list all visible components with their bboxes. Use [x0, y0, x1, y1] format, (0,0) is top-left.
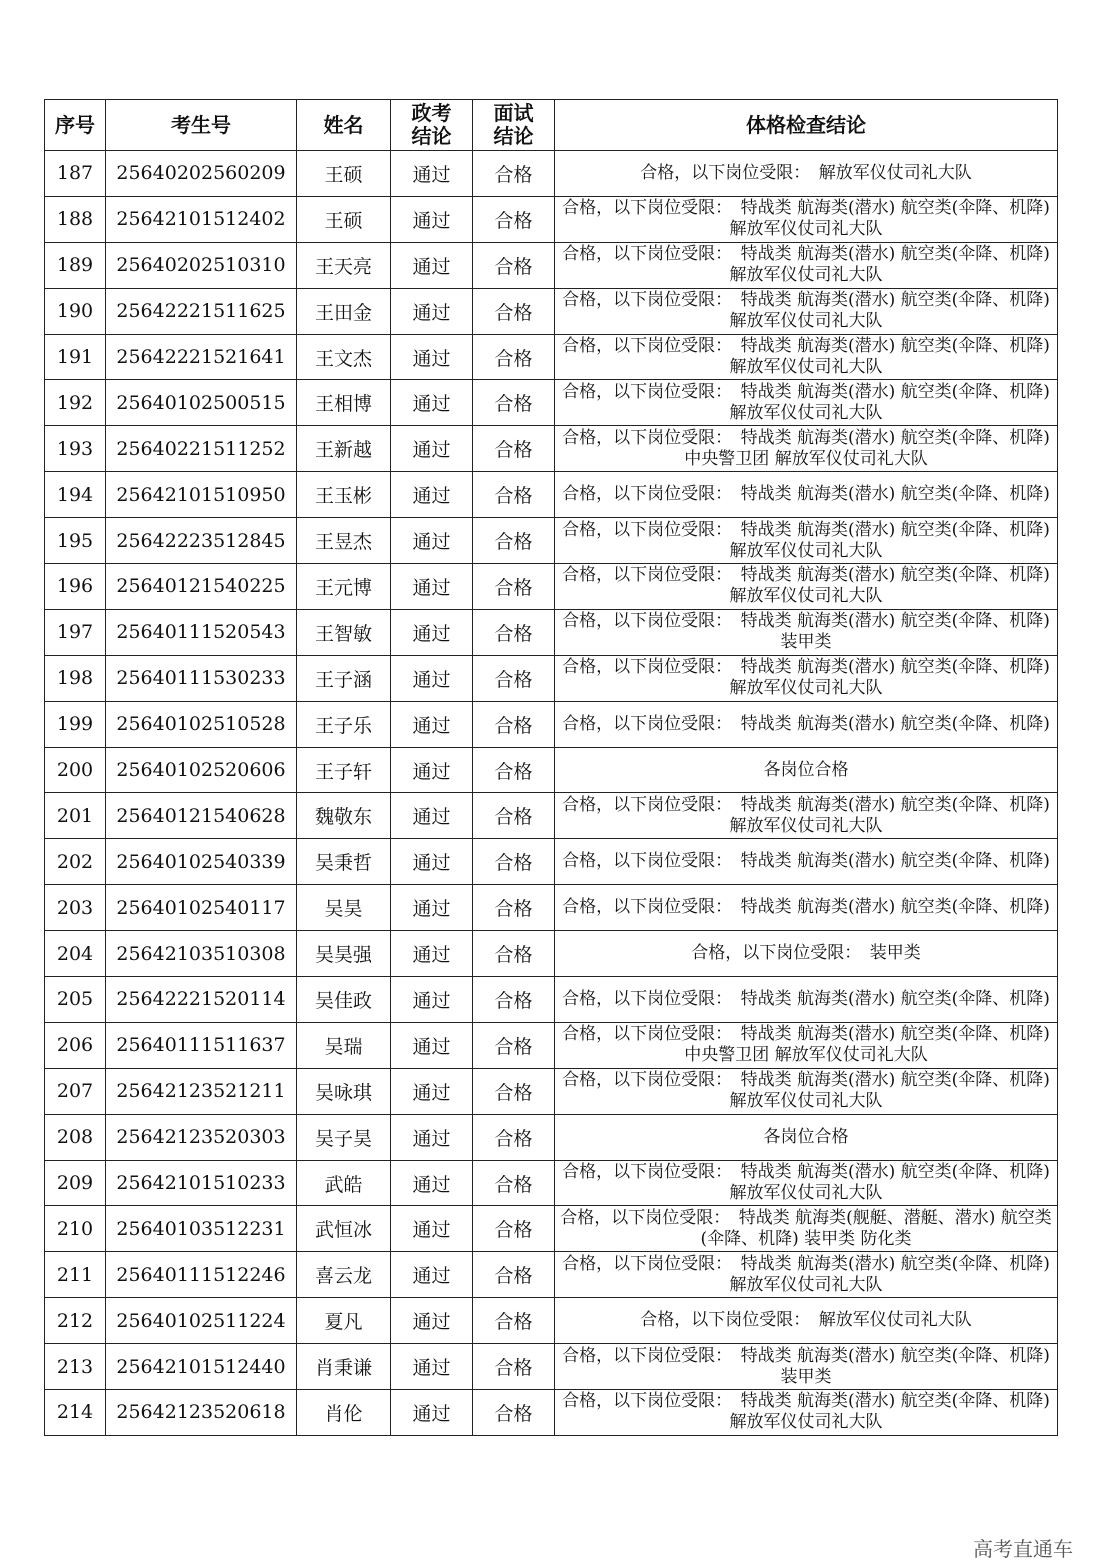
- cell-political: 通过: [391, 564, 473, 610]
- cell-interview: 合格: [473, 1298, 555, 1344]
- cell-physical: 合格，以下岗位受限： 特战类 航海类(潜水) 航空类(伞降、机降) 解放军仪仗司礼大队: [555, 380, 1058, 426]
- cell-id: 25642221511625: [106, 288, 297, 334]
- table-row: [45, 609, 1058, 655]
- cell-name: 王天亮: [297, 242, 391, 288]
- cell-id: 25640102511224: [106, 1298, 297, 1344]
- header-political: 政考 结论: [391, 100, 473, 151]
- cell-id: 25640111511637: [106, 1022, 297, 1068]
- cell-political: 通过: [391, 931, 473, 977]
- cell-physical: 合格，以下岗位受限： 特战类 航海类(潜水) 航空类(伞降、机降) 装甲类: [555, 1344, 1058, 1390]
- cell-physical: 合格，以下岗位受限： 特战类 航海类(潜水) 航空类(伞降、机降) 解放军仪仗司礼大队: [555, 564, 1058, 610]
- cell-no: 195: [45, 518, 106, 564]
- cell-name: 王子轩: [297, 747, 391, 793]
- cell-physical: 合格，以下岗位受限： 特战类 航海类(潜水) 航空类(伞降、机降): [555, 977, 1058, 1023]
- cell-political: 通过: [391, 1390, 473, 1436]
- cell-physical: 合格，以下岗位受限： 特战类 航海类(潜水) 航空类(伞降、机降) 解放军仪仗司礼大队: [555, 518, 1058, 564]
- table-row: [45, 426, 1058, 472]
- cell-interview: 合格: [473, 196, 555, 242]
- cell-political: 通过: [391, 1022, 473, 1068]
- cell-name: 王子乐: [297, 701, 391, 747]
- cell-physical: 合格，以下岗位受限： 特战类 航海类(潜水) 航空类(伞降、机降): [555, 472, 1058, 518]
- cell-physical: 合格，以下岗位受限： 特战类 航海类(潜水) 航空类(伞降、机降) 中央警卫团 解放军仪仗司礼大队: [555, 426, 1058, 472]
- table-row: [45, 518, 1058, 564]
- cell-political: 通过: [391, 701, 473, 747]
- cell-id: 25642123521211: [106, 1068, 297, 1114]
- cell-interview: 合格: [473, 1068, 555, 1114]
- table-row: [45, 1160, 1058, 1206]
- cell-physical: 合格，以下岗位受限： 特战类 航海类(潜水) 航空类(伞降、机降) 解放军仪仗司礼大队: [555, 655, 1058, 701]
- cell-physical: 各岗位合格: [555, 1114, 1058, 1160]
- cell-no: 198: [45, 655, 106, 701]
- cell-no: 192: [45, 380, 106, 426]
- cell-no: 210: [45, 1206, 106, 1252]
- cell-name: 武皓: [297, 1160, 391, 1206]
- cell-name: 王玉彬: [297, 472, 391, 518]
- cell-id: 25640102520606: [106, 747, 297, 793]
- cell-physical: 合格，以下岗位受限： 特战类 航海类(潜水) 航空类(伞降、机降) 解放军仪仗司礼大队: [555, 1068, 1058, 1114]
- cell-name: 王子涵: [297, 655, 391, 701]
- cell-political: 通过: [391, 839, 473, 885]
- cell-interview: 合格: [473, 1114, 555, 1160]
- header-physical: 体格检查结论: [555, 100, 1058, 151]
- cell-interview: 合格: [473, 288, 555, 334]
- cell-name: 吴佳政: [297, 977, 391, 1023]
- cell-id: 25642103510308: [106, 931, 297, 977]
- cell-no: 190: [45, 288, 106, 334]
- cell-id: 25642223512845: [106, 518, 297, 564]
- cell-physical: 合格，以下岗位受限： 特战类 航海类(潜水) 航空类(伞降、机降) 解放军仪仗司礼大队: [555, 242, 1058, 288]
- cell-name: 吴昊: [297, 885, 391, 931]
- cell-id: 25640111512246: [106, 1252, 297, 1298]
- cell-no: 187: [45, 151, 106, 197]
- cell-political: 通过: [391, 977, 473, 1023]
- cell-name: 王相博: [297, 380, 391, 426]
- cell-id: 25640111520543: [106, 609, 297, 655]
- header-row: [45, 100, 1058, 151]
- cell-no: 200: [45, 747, 106, 793]
- cell-name: 王硕: [297, 151, 391, 197]
- table-row: [45, 196, 1058, 242]
- cell-name: 王田金: [297, 288, 391, 334]
- cell-id: 25642101512402: [106, 196, 297, 242]
- cell-id: 25642221520114: [106, 977, 297, 1023]
- table-row: [45, 1298, 1058, 1344]
- table-row: [45, 747, 1058, 793]
- cell-interview: 合格: [473, 1022, 555, 1068]
- cell-political: 通过: [391, 1252, 473, 1298]
- cell-no: 194: [45, 472, 106, 518]
- table-row: [45, 1206, 1058, 1252]
- table-row: [45, 1068, 1058, 1114]
- cell-no: 199: [45, 701, 106, 747]
- cell-physical: 合格，以下岗位受限： 特战类 航海类(潜水) 航空类(伞降、机降) 解放军仪仗司礼大队: [555, 1390, 1058, 1436]
- cell-interview: 合格: [473, 977, 555, 1023]
- header-name: 姓名: [297, 100, 391, 151]
- cell-id: 25642101510950: [106, 472, 297, 518]
- cell-interview: 合格: [473, 931, 555, 977]
- cell-physical: 合格，以下岗位受限： 特战类 航海类(潜水) 航空类(伞降、机降): [555, 839, 1058, 885]
- cell-id: 25640202510310: [106, 242, 297, 288]
- table-row: [45, 1022, 1058, 1068]
- cell-political: 通过: [391, 793, 473, 839]
- cell-name: 肖伦: [297, 1390, 391, 1436]
- cell-physical: 合格，以下岗位受限： 特战类 航海类(潜水) 航空类(伞降、机降): [555, 701, 1058, 747]
- cell-political: 通过: [391, 609, 473, 655]
- cell-id: 25640102540117: [106, 885, 297, 931]
- cell-political: 通过: [391, 151, 473, 197]
- cell-interview: 合格: [473, 380, 555, 426]
- cell-name: 王元博: [297, 564, 391, 610]
- cell-id: 25640121540628: [106, 793, 297, 839]
- cell-political: 通过: [391, 242, 473, 288]
- header-id: 考生号: [106, 100, 297, 151]
- cell-political: 通过: [391, 1068, 473, 1114]
- table-row: [45, 151, 1058, 197]
- cell-name: 吴子昊: [297, 1114, 391, 1160]
- cell-interview: 合格: [473, 701, 555, 747]
- table-row: [45, 885, 1058, 931]
- table-row: [45, 931, 1058, 977]
- cell-name: 夏凡: [297, 1298, 391, 1344]
- cell-id: 25642123520303: [106, 1114, 297, 1160]
- cell-no: 201: [45, 793, 106, 839]
- cell-physical: 合格，以下岗位受限： 特战类 航海类(潜水) 航空类(伞降、机降) 装甲类: [555, 609, 1058, 655]
- header-no: 序号: [45, 100, 106, 151]
- cell-physical: 合格，以下岗位受限： 特战类 航海类(潜水) 航空类(伞降、机降) 解放军仪仗司礼大队: [555, 334, 1058, 380]
- table-row: [45, 793, 1058, 839]
- watermark: 高考直通车: [973, 1537, 1073, 1561]
- cell-no: 189: [45, 242, 106, 288]
- cell-id: 25642101510233: [106, 1160, 297, 1206]
- table-row: [45, 564, 1058, 610]
- cell-political: 通过: [391, 196, 473, 242]
- table-row: [45, 1390, 1058, 1436]
- table-row: [45, 1252, 1058, 1298]
- cell-no: 209: [45, 1160, 106, 1206]
- cell-no: 207: [45, 1068, 106, 1114]
- cell-name: 王昱杰: [297, 518, 391, 564]
- table-row: [45, 839, 1058, 885]
- cell-political: 通过: [391, 288, 473, 334]
- cell-physical: 合格，以下岗位受限： 装甲类: [555, 931, 1058, 977]
- cell-physical: 合格，以下岗位受限： 特战类 航海类(潜水) 航空类(伞降、机降) 中央警卫团 解放军仪仗司礼大队: [555, 1022, 1058, 1068]
- cell-id: 25640221511252: [106, 426, 297, 472]
- cell-physical: 合格，以下岗位受限： 特战类 航海类(舰艇、潜艇、潜水) 航空类(伞降、机降) 装甲类 防化类: [555, 1206, 1058, 1252]
- cell-id: 25640103512231: [106, 1206, 297, 1252]
- cell-no: 188: [45, 196, 106, 242]
- table-body: [45, 151, 1058, 1436]
- cell-id: 25640102510528: [106, 701, 297, 747]
- cell-political: 通过: [391, 655, 473, 701]
- cell-name: 吴昊强: [297, 931, 391, 977]
- cell-interview: 合格: [473, 609, 555, 655]
- cell-interview: 合格: [473, 885, 555, 931]
- cell-interview: 合格: [473, 472, 555, 518]
- cell-interview: 合格: [473, 1206, 555, 1252]
- cell-interview: 合格: [473, 747, 555, 793]
- cell-physical: 合格，以下岗位受限： 特战类 航海类(潜水) 航空类(伞降、机降) 解放军仪仗司礼大队: [555, 288, 1058, 334]
- cell-physical: 合格，以下岗位受限： 解放军仪仗司礼大队: [555, 151, 1058, 197]
- cell-interview: 合格: [473, 426, 555, 472]
- results-table: [44, 99, 1058, 1436]
- cell-political: 通过: [391, 426, 473, 472]
- cell-no: 206: [45, 1022, 106, 1068]
- cell-no: 191: [45, 334, 106, 380]
- cell-political: 通过: [391, 518, 473, 564]
- table-row: [45, 380, 1058, 426]
- cell-no: 212: [45, 1298, 106, 1344]
- cell-physical: 各岗位合格: [555, 747, 1058, 793]
- cell-name: 吴秉哲: [297, 839, 391, 885]
- cell-id: 25640111530233: [106, 655, 297, 701]
- cell-physical: 合格，以下岗位受限： 特战类 航海类(潜水) 航空类(伞降、机降) 解放军仪仗司礼大队: [555, 1252, 1058, 1298]
- table-row: [45, 242, 1058, 288]
- cell-physical: 合格，以下岗位受限： 特战类 航海类(潜水) 航空类(伞降、机降) 解放军仪仗司礼大队: [555, 793, 1058, 839]
- cell-interview: 合格: [473, 1344, 555, 1390]
- cell-political: 通过: [391, 380, 473, 426]
- cell-name: 王硕: [297, 196, 391, 242]
- cell-no: 208: [45, 1114, 106, 1160]
- cell-id: 25640202560209: [106, 151, 297, 197]
- cell-interview: 合格: [473, 655, 555, 701]
- header-interview: 面试 结论: [473, 100, 555, 151]
- cell-no: 204: [45, 931, 106, 977]
- cell-no: 193: [45, 426, 106, 472]
- cell-name: 王新越: [297, 426, 391, 472]
- table-row: [45, 701, 1058, 747]
- cell-id: 25640102540339: [106, 839, 297, 885]
- cell-interview: 合格: [473, 1160, 555, 1206]
- cell-political: 通过: [391, 1206, 473, 1252]
- cell-name: 吴咏琪: [297, 1068, 391, 1114]
- cell-political: 通过: [391, 1298, 473, 1344]
- cell-id: 25640102500515: [106, 380, 297, 426]
- table-row: [45, 977, 1058, 1023]
- table-row: [45, 288, 1058, 334]
- cell-no: 197: [45, 609, 106, 655]
- cell-name: 魏敬东: [297, 793, 391, 839]
- cell-name: 肖秉谦: [297, 1344, 391, 1390]
- cell-interview: 合格: [473, 564, 555, 610]
- table-row: [45, 334, 1058, 380]
- cell-political: 通过: [391, 747, 473, 793]
- cell-interview: 合格: [473, 1252, 555, 1298]
- cell-no: 211: [45, 1252, 106, 1298]
- cell-no: 196: [45, 564, 106, 610]
- cell-name: 喜云龙: [297, 1252, 391, 1298]
- cell-interview: 合格: [473, 839, 555, 885]
- table-row: [45, 1114, 1058, 1160]
- cell-id: 25642123520618: [106, 1390, 297, 1436]
- cell-id: 25642101512440: [106, 1344, 297, 1390]
- cell-name: 王智敏: [297, 609, 391, 655]
- cell-political: 通过: [391, 1160, 473, 1206]
- cell-interview: 合格: [473, 1390, 555, 1436]
- cell-interview: 合格: [473, 334, 555, 380]
- cell-political: 通过: [391, 334, 473, 380]
- cell-no: 205: [45, 977, 106, 1023]
- cell-no: 214: [45, 1390, 106, 1436]
- table-row: [45, 1344, 1058, 1390]
- cell-id: 25640121540225: [106, 564, 297, 610]
- table-row: [45, 472, 1058, 518]
- cell-no: 203: [45, 885, 106, 931]
- cell-political: 通过: [391, 1114, 473, 1160]
- cell-interview: 合格: [473, 793, 555, 839]
- cell-name: 吴瑞: [297, 1022, 391, 1068]
- cell-interview: 合格: [473, 151, 555, 197]
- cell-political: 通过: [391, 1344, 473, 1390]
- cell-physical: 合格，以下岗位受限： 特战类 航海类(潜水) 航空类(伞降、机降) 解放军仪仗司礼大队: [555, 196, 1058, 242]
- cell-political: 通过: [391, 472, 473, 518]
- cell-physical: 合格，以下岗位受限： 解放军仪仗司礼大队: [555, 1298, 1058, 1344]
- cell-no: 202: [45, 839, 106, 885]
- cell-interview: 合格: [473, 242, 555, 288]
- cell-id: 25642221521641: [106, 334, 297, 380]
- cell-political: 通过: [391, 885, 473, 931]
- cell-no: 213: [45, 1344, 106, 1390]
- cell-name: 武恒冰: [297, 1206, 391, 1252]
- table-row: [45, 655, 1058, 701]
- cell-physical: 合格，以下岗位受限： 特战类 航海类(潜水) 航空类(伞降、机降): [555, 885, 1058, 931]
- cell-interview: 合格: [473, 518, 555, 564]
- cell-name: 王文杰: [297, 334, 391, 380]
- cell-physical: 合格，以下岗位受限： 特战类 航海类(潜水) 航空类(伞降、机降) 解放军仪仗司礼大队: [555, 1160, 1058, 1206]
